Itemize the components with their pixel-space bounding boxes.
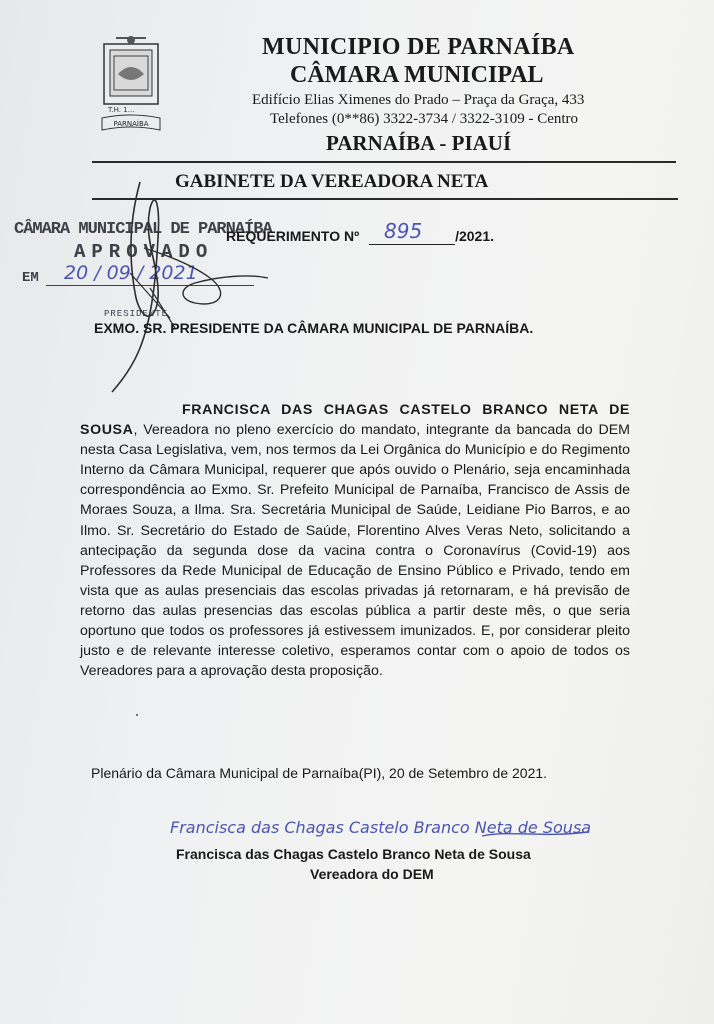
signatory-name: Francisca das Chagas Castelo Branco Neta de Sousa [176, 846, 531, 862]
requerimento-label [226, 228, 494, 245]
page-title: MUNICIPIO DE PARNAÍBA [262, 34, 575, 60]
header-city: PARNAÍBA - PIAUÍ [326, 131, 512, 155]
stamp-status: APROVADO [74, 241, 214, 263]
page-subtitle: CÂMARA MUNICIPAL [290, 62, 544, 88]
municipal-crest [96, 34, 166, 136]
header-address: Edifício Elias Ximenes do Prado – Praça da Graça, 433 [252, 92, 585, 108]
stamp-em-label: EM [22, 270, 39, 286]
stamp-date: 20 / 09 / 2021 [64, 262, 198, 284]
header-divider-top [92, 161, 676, 163]
handwritten-signature: Francisca das Chagas Castelo Branco Neta de Sousa [170, 818, 592, 837]
closing-line: Plenário da Câmara Municipal de Parnaíba(PI), 20 de Setembro de 2021. [91, 765, 548, 781]
header-phones: Telefones (0**86) 3322-3734 / 3322-3109 - Centro [270, 111, 579, 127]
body-paragraph [80, 400, 630, 681]
body-text: , Vereadora no pleno exercício do mandato, integrante da bancada do DEM nesta Casa Legislativa, vem, nos termos da Lei Orgânica do Município e do Regimento Interno da Câmara Municipal, requerer que após ouvido o Plenário, seja encaminhada correspondência ao Exmo. Sr. Prefeito Municipal de Parnaíba, Francisco de Assis de Moraes Souza, a Ilma. Sra. Secretária Municipal de Saúde, Leidiane Pio Barros, e ao Ilmo. Sr. Secretário do Estado de Saúde, Florentino Alves Veras Neto, solicitando a antecipação da segunda dose da vacina contra o Coronavírus (Covid-19) aos Professores da Rede Municipal de Educação de Ensino Público e Privado, tendo em vista que as aulas presenciais das escolas privadas já retornaram, e há previsão de retorno das aulas presencias das escolas pública a partir deste mês, o que seria oportuno que todos os professores já estivessem imunizados. E, por considerar pleito justo e de relevante interesse coletivo, esperamos contar com o apoio de todos os Vereadores para a aprovação desta proposição. [80, 422, 630, 680]
office-heading: GABINETE DA VEREADORA NETA [175, 171, 489, 192]
stamp-role: PRESIDENTE [104, 309, 169, 319]
stamp-org: CÂMARA MUNICIPAL DE PARNAÍBA [14, 220, 272, 239]
signature-flourish [480, 826, 590, 840]
requerimento-prefix: REQUERIMENTO Nº [226, 228, 360, 244]
crest-caption: PARNAÍBA [113, 120, 149, 128]
author-name: FRANCISCA DAS CHAGAS CASTELO BRANCO NETA DE SOUSA [80, 402, 630, 439]
signatory-role: Vereadora do DEM [310, 866, 434, 882]
requerimento-number: 895 [384, 219, 423, 243]
addressee: EXMO. SR. PRESIDENTE DA CÂMARA MUNICIPAL DE PARNAÍBA. [94, 320, 534, 336]
svg-text:T.H. 1...: T.H. 1... [108, 106, 135, 114]
requerimento-year: /2021. [455, 228, 495, 244]
president-signature [100, 178, 270, 398]
stray-dot [136, 714, 138, 716]
